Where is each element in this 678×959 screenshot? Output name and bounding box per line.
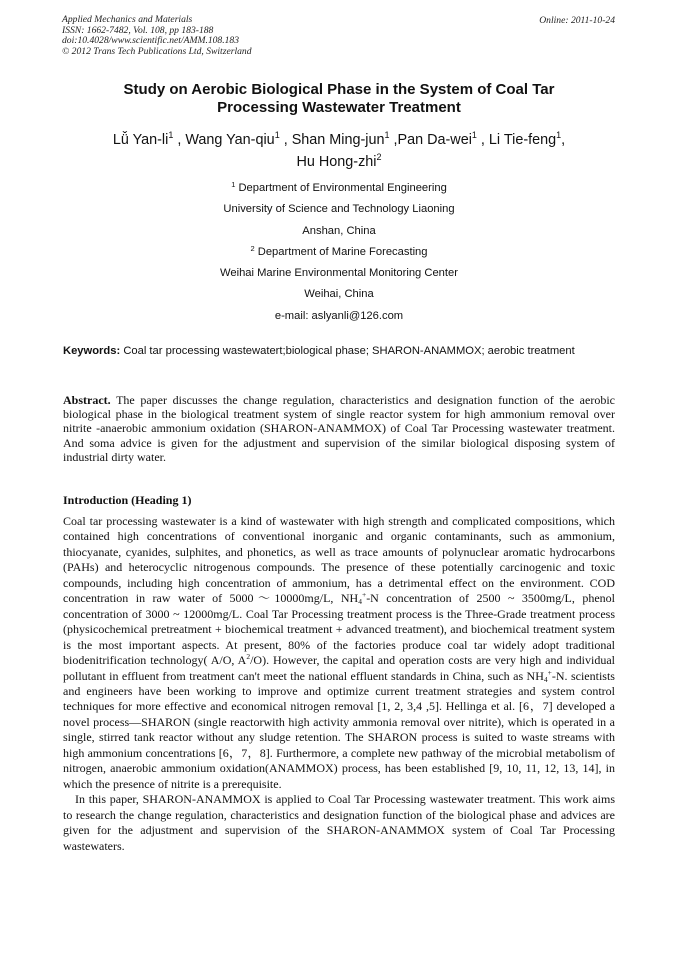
author-list [60,129,618,173]
keywords-text: Coal tar processing wastewatert;biological phase; SHARON-ANAMMOX; aerobic treatment [123,345,575,357]
author-affiliation-mark: 1 [384,130,390,140]
keywords [63,344,615,359]
journal-name: Applied Mechanics and Materials [62,14,193,25]
affiliation-1-department [60,178,618,199]
subscript: 4 [543,674,548,684]
paragraph-2: In this paper, SHARON-ANAMMOX is applied to Coal Tar Processing wastewater treatment. This work aims to research the change regulation, characteristics and designation function of the biological phase and advices are given for the adjustment and supervision of the SHARON-ANAMMOX system of Coal Tar Processing wastewaters. [63,792,615,853]
author-name: Hu Hong-zhi [296,154,377,170]
online-date: Online: 2011-10-24 [539,15,615,26]
author-name: Shan Ming-jun [291,132,385,148]
title-line-1: Study on Aerobic Biological Phase in the System of Coal Tar [123,81,555,98]
introduction-body [63,514,615,854]
journal-header [62,15,252,58]
subscript: 4 [358,597,362,607]
section-heading: Introduction (Heading 1) [63,493,192,507]
paragraph-text: Coal tar processing wastewater is a kind of wastewater with high strength and complicated compositions, which contained high concentrations of conventional inorganic and organic contaminants, such as ammonium, thiocyanate, cyanides, sulphites, and phonetics, as well as trace amounts of polynuclear aromatic hydrocarbons (PAHs) and heterocyclic nitrogenous compounds. The presence of these potentially carcinogenic and toxic compounds, including high concentration of ammonium, has a detrimental effect on the environment. COD concentration in raw water of 5000～10000mg/L, NH [63,514,615,606]
author-name: Pan Da-wei [397,132,472,148]
affiliation-2-city: Weihai, China [304,288,374,301]
affiliation-mark: 1 [231,180,236,189]
paragraph-text: /O). However, the capital and operation costs are very high and individual pollutant in effluent from treatment can't meet the national effluent standards in China, such as NH [63,653,615,683]
affiliation-1-institution: University of Science and Technology Liaoning [223,203,455,216]
journal-copyright: © 2012 Trans Tech Publications Ltd, Switzerland [62,46,252,58]
affiliation-2-department [60,242,618,263]
author-affiliation-mark: 1 [556,130,562,140]
contact-email: e-mail: aslyanli@126.com [274,309,404,322]
superscript: + [361,590,367,600]
author-line-1: Lǚ Yan-$li^1$ , Wang Yan-qiu$^1$ , Shan Ming-jun$^1$ ,Pan Da-wei$^1$ , Li Tie-feng$^1$, [112,130,566,148]
abstract [63,393,615,464]
superscript: + [547,667,552,677]
journal-doi: doi:10.4028/www.scientific.net/AMM.108.183 [62,35,240,47]
affiliation-1-city: Anshan, China [302,224,376,237]
title-line-2: Processing Wastewater Treatment [217,99,461,116]
abstract-label: Abstract. [63,393,111,407]
author-affiliation-mark: 2 [376,152,382,162]
superscript: 2 [246,652,251,662]
author-name: Li Tie-feng [488,132,557,148]
author-name: Wang Yan-qiu [185,132,275,148]
journal-issn: ISSN: 1662-7482, Vol. 108, pp 183-188 [62,24,214,36]
abstract-text: The paper discusses the change regulation, characteristics and designation function of the aerobic biological phase in the biological treatment system of single reactor system for high ammonium removal over nitrite -anaerobic ammonium oxidation (SHARON-ANAMMOX) of Coal Tar Processing wastewater treatment. And soma advice is given for the adjustment and supervision of the similar biological disposing system of industrial dirty water. [63,393,615,464]
affiliations [60,178,618,327]
author-affiliation-mark: 1 [471,130,477,140]
author-affiliation-mark: 1 [168,130,174,140]
affiliation-text: Department of Environmental Engineering [238,182,447,194]
paper-title [60,81,618,117]
paragraph-text: -N. scientists and engineers have been working to improve and optimize current treatment strategies and system control techniques for more effective and economical nitrogen removal [1, 2, 3,4 ,5]. Hellinga et al. [6，7] developed a novel process—SHARON (single reactorwith high activity ammonia removal over nitrite), which is operated in a single, stirred tank reactor without any sludge retention. The SHARON process is suited to waste streams with high ammonium concentrations [6，7，8]. Furthermore, a complete new pathway of the microbial metabolism of nitrogen, anaerobic ammonium oxidation(ANAMMOX) process, has been established [9, 10, 11, 12, 13, 14], in which the presence of nitrite is a prerequisite. [63,668,615,791]
affiliation-2-institution: Weihai Marine Environmental Monitoring Center [220,267,458,280]
keywords-label: Keywords: [63,345,121,357]
author-line-2 [60,151,618,173]
author-name: Lǚ Yan-li [112,132,169,148]
affiliation-text: Department of Marine Forecasting [257,245,428,258]
affiliation-mark: 2 [250,243,255,253]
paragraph-text: -N concentration of 2500 ~ 3500mg/L, phenol concentration of 3000 ~ 12000mg/L. Coal Tar Processing treatment process is the Three-Grade treatment process (physicochemical pretreatment + biochemical treatment + advanced treatment), and biochemical treatment system is the most important aspects. At present, 80% of the factories produce coal tar widely adopt traditional biodenitrification technology( A/O, A [63,591,615,668]
paragraph-1 [63,514,615,792]
author-affiliation-mark: 1 [274,130,280,140]
